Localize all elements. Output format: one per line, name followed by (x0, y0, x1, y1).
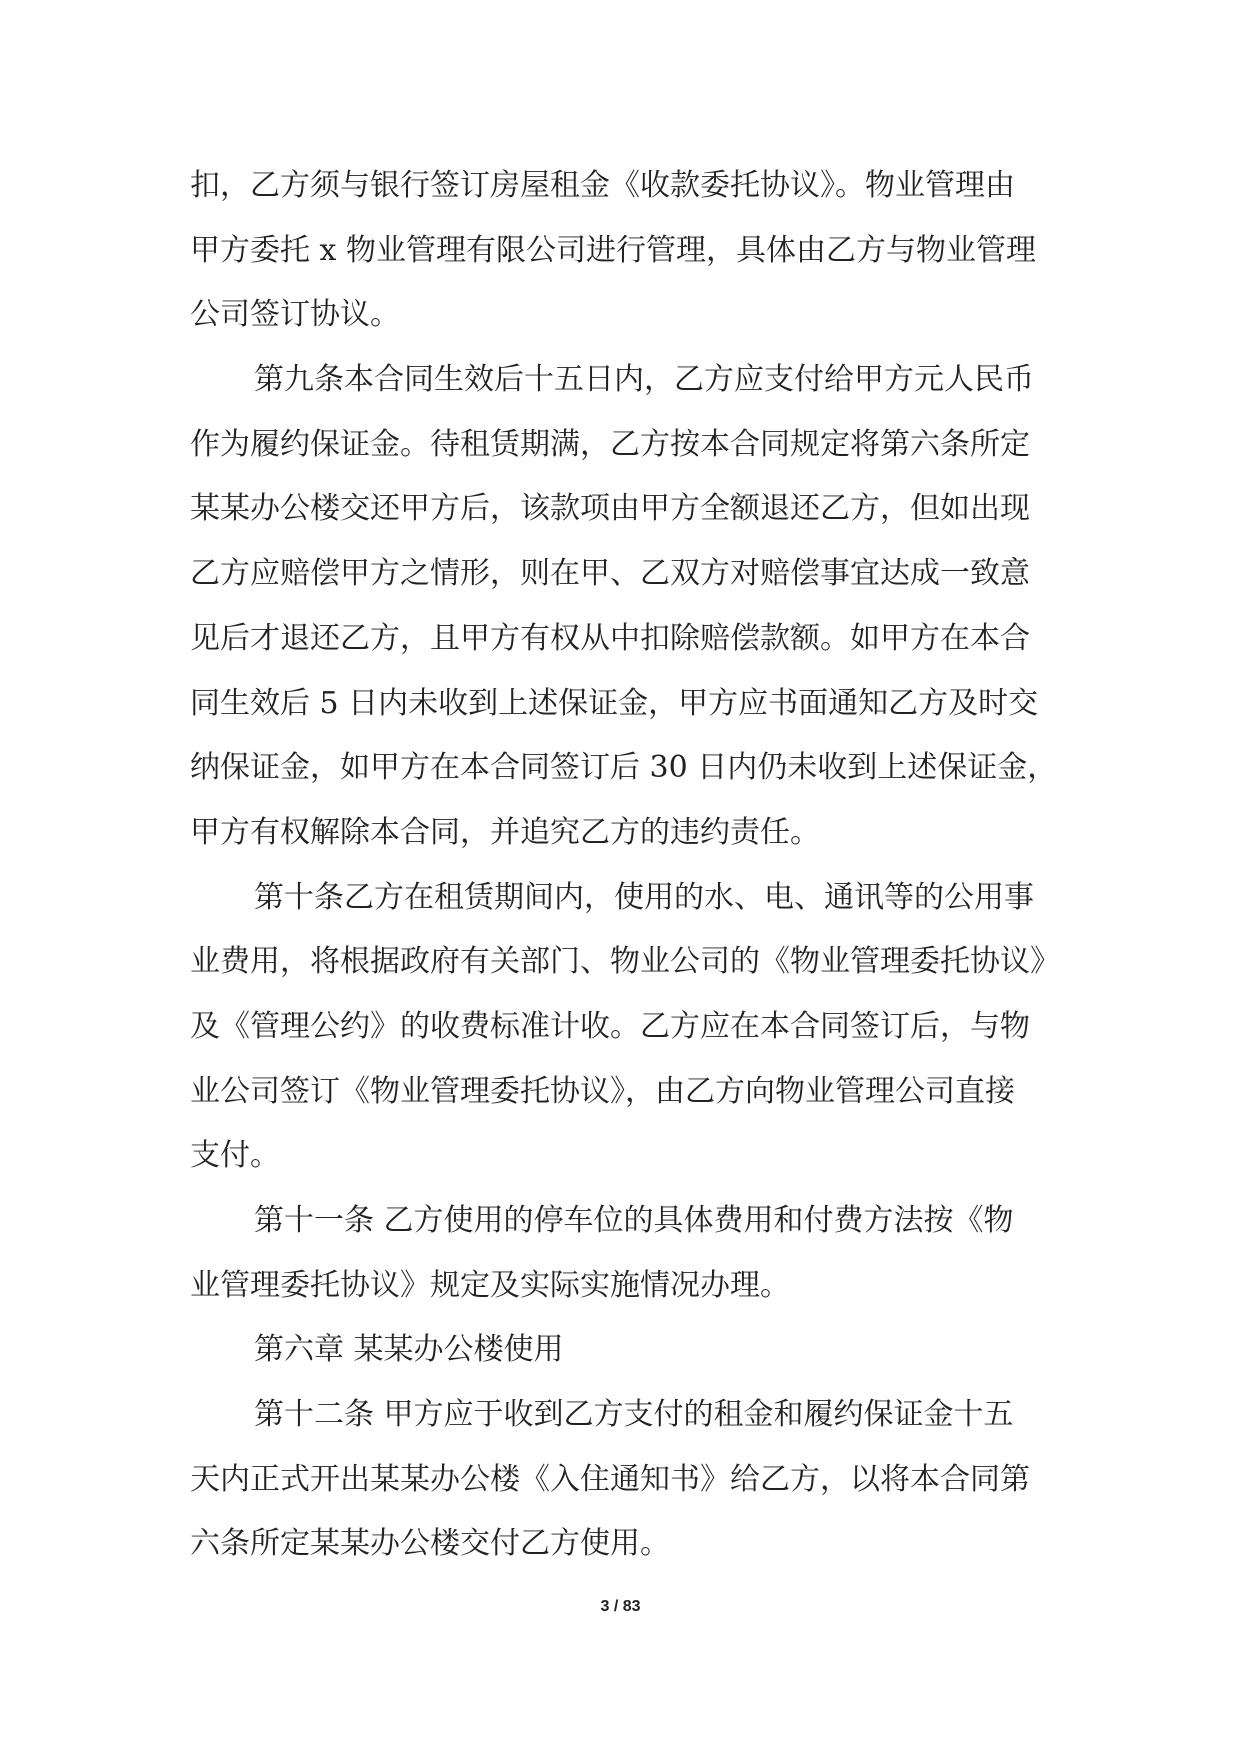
chapter-heading: 第六章 某某办公楼使用 (254, 1332, 564, 1368)
article-10-first-line: 第十条乙方在租赁期间内，使用的水、电、通讯等的公用事 (254, 879, 1034, 915)
contract-body (190, 154, 1070, 1577)
text-line: 某某办公楼交还甲方后，该款项由甲方全额退还乙方，但如出现 (190, 491, 1030, 527)
page-number: 3 / 83 (600, 1598, 641, 1615)
article-12-first-line: 第十二条 甲方应于收到乙方支付的租金和履约保证金十五 (254, 1397, 1014, 1433)
text-line: 业公司签订《物业管理委托协议》，由乙方向物业管理公司直接 (190, 1073, 1015, 1109)
text-line: 甲方委托 x 物业管理有限公司进行管理，具体由乙方与物业管理 (190, 232, 1036, 268)
text-line: 见后才退还乙方，且甲方有权从中扣除赔偿款额。如甲方在本合 (190, 620, 1030, 656)
text-line: 乙方应赔偿甲方之情形，则在甲、乙双方对赔偿事宜达成一致意 (190, 556, 1030, 592)
text-line: 纳保证金，如甲方在本合同签订后 30 日内仍未收到上述保证金， (190, 750, 1058, 786)
text-line: 作为履约保证金。待租赁期满，乙方按本合同规定将第六条所定 (190, 426, 1030, 462)
text-line: 支付。 (190, 1138, 280, 1174)
text-line: 天内正式开出某某办公楼《入住通知书》给乙方，以将本合同第 (190, 1461, 1030, 1497)
text-line: 业费用，将根据政府有关部门、物业公司的《物业管理委托协议》 (190, 944, 1060, 980)
article-9-first-line: 第九条本合同生效后十五日内，乙方应支付给甲方元人民币 (254, 362, 1034, 398)
text-line: 六条所定某某办公楼交付乙方使用。 (190, 1526, 670, 1562)
text-line: 扣，乙方须与银行签订房屋租金《收款委托协议》。物业管理由 (190, 168, 1015, 203)
article-11-first-line: 第十一条 乙方使用的停车位的具体费用和付费方法按《物 (254, 1203, 1014, 1238)
text-line: 业管理委托协议》规定及实际实施情况办理。 (190, 1267, 790, 1303)
text-line: 公司签订协议。 (190, 297, 400, 333)
text-line: 及《管理公约》的收费标准计收。乙方应在本合同签订后，与物 (190, 1008, 1030, 1044)
text-line: 同生效后 5 日内未收到上述保证金，甲方应书面通知乙方及时交 (190, 685, 1039, 721)
text-line: 甲方有权解除本合同，并追究乙方的违约责任。 (190, 814, 820, 850)
